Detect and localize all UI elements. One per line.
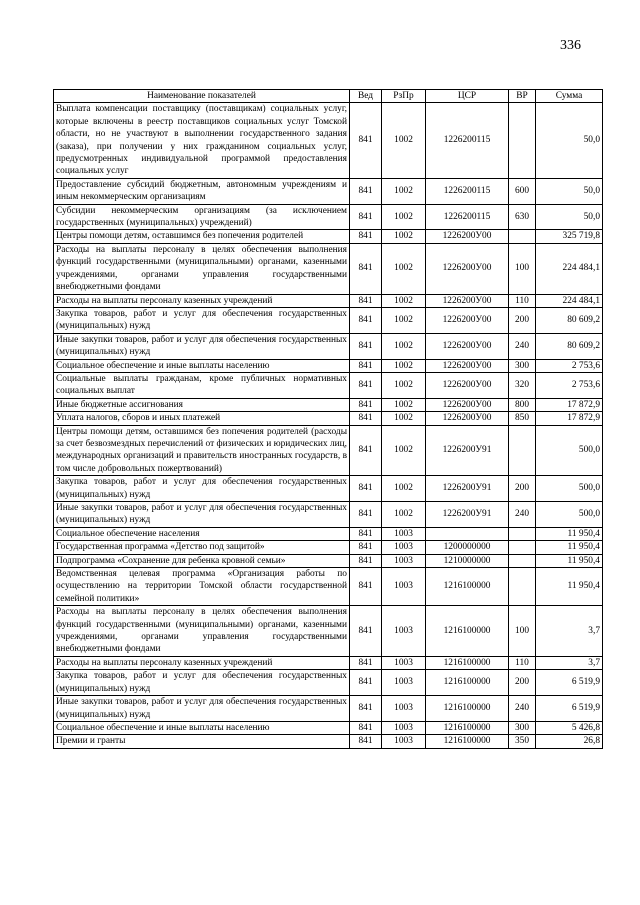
cell-name: Государственная программа «Детство под защитой» (54, 541, 350, 554)
table-row (54, 204, 603, 230)
cell-ved: 841 (350, 372, 382, 398)
cell-rzpr: 1002 (382, 476, 426, 502)
table-row (54, 333, 603, 359)
cell-sum: 6 519,9 (536, 696, 603, 722)
cell-rzpr: 1003 (382, 721, 426, 734)
cell-ved: 841 (350, 294, 382, 307)
cell-vr: 320 (509, 372, 536, 398)
cell-vr: 240 (509, 502, 536, 528)
cell-name: Подпрограмма «Сохранение для ребенка кровной семьи» (54, 554, 350, 567)
cell-ved: 841 (350, 103, 382, 178)
header-name: Наименование показателей (54, 90, 350, 103)
table-row (54, 307, 603, 333)
cell-vr: 300 (509, 721, 536, 734)
table-body (54, 103, 603, 748)
cell-ved: 841 (350, 554, 382, 567)
cell-rzpr: 1003 (382, 606, 426, 657)
cell-ved: 841 (350, 721, 382, 734)
cell-name: Социальное обеспечение и иные выплаты населению (54, 721, 350, 734)
table-row (54, 670, 603, 696)
cell-rzpr: 1002 (382, 294, 426, 307)
cell-vr: 100 (509, 243, 536, 294)
cell-rzpr: 1002 (382, 359, 426, 372)
cell-csr: 1210000000 (426, 554, 509, 567)
cell-sum: 3,7 (536, 606, 603, 657)
cell-name: Закупка товаров, работ и услуг для обеспечения государственных (муниципальных) нужд (54, 307, 350, 333)
cell-sum: 80 609,2 (536, 333, 603, 359)
cell-sum: 500,0 (536, 502, 603, 528)
header-csr: ЦСР (426, 90, 509, 103)
cell-csr: 1226200115 (426, 103, 509, 178)
cell-sum: 17 872,9 (536, 398, 603, 411)
cell-csr: 1226200У00 (426, 412, 509, 425)
cell-sum: 6 519,9 (536, 670, 603, 696)
cell-rzpr: 1003 (382, 527, 426, 540)
cell-csr: 1226200У91 (426, 476, 509, 502)
cell-name: Расходы на выплаты персоналу казенных учреждений (54, 294, 350, 307)
cell-ved: 841 (350, 359, 382, 372)
cell-rzpr: 1002 (382, 372, 426, 398)
cell-csr: 1226200У91 (426, 502, 509, 528)
cell-sum: 50,0 (536, 204, 603, 230)
cell-sum: 500,0 (536, 425, 603, 476)
cell-csr: 1216100000 (426, 721, 509, 734)
table-row (54, 398, 603, 411)
cell-vr: 300 (509, 359, 536, 372)
cell-sum: 26,8 (536, 735, 603, 748)
cell-vr (509, 103, 536, 178)
cell-vr (509, 568, 536, 606)
cell-csr: 1226200У00 (426, 294, 509, 307)
cell-csr: 1226200115 (426, 178, 509, 204)
cell-sum: 224 484,1 (536, 294, 603, 307)
cell-vr: 200 (509, 670, 536, 696)
cell-csr: 1216100000 (426, 568, 509, 606)
table-row (54, 103, 603, 178)
cell-rzpr: 1003 (382, 735, 426, 748)
cell-ved: 841 (350, 735, 382, 748)
cell-rzpr: 1002 (382, 178, 426, 204)
cell-vr: 200 (509, 476, 536, 502)
cell-name: Иные бюджетные ассигнования (54, 398, 350, 411)
cell-name: Иные закупки товаров, работ и услуг для обеспечения государственных (муниципальных) нужд (54, 333, 350, 359)
cell-ved: 841 (350, 656, 382, 669)
cell-name: Социальное обеспечение населения (54, 527, 350, 540)
cell-sum: 50,0 (536, 103, 603, 178)
header-ved: Вед (350, 90, 382, 103)
cell-csr: 1216100000 (426, 735, 509, 748)
table-row (54, 502, 603, 528)
cell-csr: 1226200У00 (426, 243, 509, 294)
cell-sum: 5 426,8 (536, 721, 603, 734)
cell-vr: 240 (509, 333, 536, 359)
cell-rzpr: 1002 (382, 333, 426, 359)
cell-rzpr: 1003 (382, 656, 426, 669)
cell-ved: 841 (350, 307, 382, 333)
cell-csr: 1226200115 (426, 204, 509, 230)
cell-vr: 850 (509, 412, 536, 425)
cell-ved: 841 (350, 476, 382, 502)
cell-vr (509, 425, 536, 476)
cell-name: Ведомственная целевая программа «Организация работы по осуществлению на территории Томской области государственной семейной политики» (54, 568, 350, 606)
cell-ved: 841 (350, 412, 382, 425)
cell-name: Закупка товаров, работ и услуг для обеспечения государственных (муниципальных) нужд (54, 476, 350, 502)
cell-sum: 2 753,6 (536, 372, 603, 398)
cell-name: Социальные выплаты гражданам, кроме публичных нормативных социальных выплат (54, 372, 350, 398)
cell-ved: 841 (350, 670, 382, 696)
cell-name: Уплата налогов, сборов и иных платежей (54, 412, 350, 425)
cell-sum: 3,7 (536, 656, 603, 669)
cell-name: Предоставление субсидий бюджетным, автономным учреждениям и иным некоммерческим организациям (54, 178, 350, 204)
cell-sum: 11 950,4 (536, 541, 603, 554)
cell-vr: 350 (509, 735, 536, 748)
cell-name: Закупка товаров, работ и услуг для обеспечения государственных (муниципальных) нужд (54, 670, 350, 696)
cell-name: Центры помощи детям, оставшимся без попечения родителей (54, 230, 350, 243)
cell-csr: 1216100000 (426, 696, 509, 722)
table-row (54, 230, 603, 243)
cell-sum: 17 872,9 (536, 412, 603, 425)
cell-sum: 325 719,8 (536, 230, 603, 243)
cell-name: Расходы на выплаты персоналу казенных учреждений (54, 656, 350, 669)
cell-vr (509, 541, 536, 554)
cell-vr: 200 (509, 307, 536, 333)
table-row (54, 735, 603, 748)
cell-name: Расходы на выплаты персоналу в целях обеспечения выполнения функций государственными (муниципальными) органами, казенными учреждениями, органами управления государственными внебюджетными фондами (54, 606, 350, 657)
table-row (54, 243, 603, 294)
cell-rzpr: 1003 (382, 670, 426, 696)
cell-csr: 1226200У00 (426, 372, 509, 398)
cell-sum: 500,0 (536, 476, 603, 502)
cell-rzpr: 1002 (382, 412, 426, 425)
cell-csr: 1226200У00 (426, 359, 509, 372)
cell-csr: 1226200У00 (426, 398, 509, 411)
cell-rzpr: 1003 (382, 568, 426, 606)
cell-rzpr: 1002 (382, 502, 426, 528)
cell-rzpr: 1002 (382, 230, 426, 243)
cell-name: Иные закупки товаров, работ и услуг для обеспечения государственных (муниципальных) нужд (54, 696, 350, 722)
cell-csr: 1216100000 (426, 670, 509, 696)
cell-name: Иные закупки товаров, работ и услуг для обеспечения государственных (муниципальных) нужд (54, 502, 350, 528)
table-row (54, 412, 603, 425)
table-row (54, 696, 603, 722)
table-row (54, 294, 603, 307)
cell-vr: 630 (509, 204, 536, 230)
cell-ved: 841 (350, 398, 382, 411)
cell-ved: 841 (350, 606, 382, 657)
cell-csr: 1226200У00 (426, 307, 509, 333)
cell-vr: 800 (509, 398, 536, 411)
table-row (54, 425, 603, 476)
cell-csr: 1200000000 (426, 541, 509, 554)
cell-name: Расходы на выплаты персоналу в целях обеспечения выполнения функций государственными (муниципальными) органами, казенными учреждениями, органами управления государственными внебюджетными фондами (54, 243, 350, 294)
table-row (54, 178, 603, 204)
cell-ved: 841 (350, 333, 382, 359)
cell-ved: 841 (350, 502, 382, 528)
table-row (54, 372, 603, 398)
cell-ved: 841 (350, 178, 382, 204)
cell-ved: 841 (350, 527, 382, 540)
table-row (54, 476, 603, 502)
cell-sum: 11 950,4 (536, 554, 603, 567)
cell-vr: 600 (509, 178, 536, 204)
cell-sum: 224 484,1 (536, 243, 603, 294)
cell-rzpr: 1002 (382, 204, 426, 230)
cell-name: Субсидии некоммерческим организациям (за исключением государственных (муниципальных) учреждений) (54, 204, 350, 230)
cell-rzpr: 1002 (382, 243, 426, 294)
table-row (54, 359, 603, 372)
cell-sum: 50,0 (536, 178, 603, 204)
cell-csr: 1216100000 (426, 656, 509, 669)
cell-name: Выплата компенсации поставщику (поставщикам) социальных услуг, которые включены в реестр поставщиков социальных услуг Томской области, но не участвуют в выполнении государственного задания (заказа), при получении у них гражданином социальных услуг, предусмотренных индивидуальной программой предоставления социальных услуг (54, 103, 350, 178)
table-row (54, 568, 603, 606)
page-number: 336 (560, 38, 581, 53)
cell-vr: 110 (509, 656, 536, 669)
table-row (54, 554, 603, 567)
cell-rzpr: 1003 (382, 541, 426, 554)
cell-vr (509, 554, 536, 567)
budget-table (53, 89, 603, 749)
cell-name: Центры помощи детям, оставшимся без попечения родителей (расходы за счет безвозмездных перечислений от физических и юридических лиц, международных организаций и правительств иностранных государств, в том числе добровольных пожертвований) (54, 425, 350, 476)
cell-ved: 841 (350, 204, 382, 230)
cell-rzpr: 1002 (382, 425, 426, 476)
cell-rzpr: 1003 (382, 554, 426, 567)
cell-csr: 1226200У91 (426, 425, 509, 476)
cell-sum: 2 753,6 (536, 359, 603, 372)
cell-vr: 240 (509, 696, 536, 722)
cell-rzpr: 1003 (382, 696, 426, 722)
cell-ved: 841 (350, 425, 382, 476)
table-header-row (54, 90, 603, 103)
cell-sum: 11 950,4 (536, 527, 603, 540)
header-rzpr: РзПр (382, 90, 426, 103)
cell-vr (509, 527, 536, 540)
cell-csr (426, 527, 509, 540)
table-row (54, 606, 603, 657)
cell-rzpr: 1002 (382, 103, 426, 178)
cell-vr (509, 230, 536, 243)
table-row (54, 721, 603, 734)
cell-ved: 841 (350, 243, 382, 294)
table-row (54, 656, 603, 669)
header-sum: Сумма (536, 90, 603, 103)
cell-name: Социальное обеспечение и иные выплаты населению (54, 359, 350, 372)
header-vr: ВР (509, 90, 536, 103)
cell-csr: 1226200У00 (426, 333, 509, 359)
cell-ved: 841 (350, 696, 382, 722)
table-row (54, 541, 603, 554)
cell-csr: 1226200У00 (426, 230, 509, 243)
cell-ved: 841 (350, 230, 382, 243)
cell-vr: 100 (509, 606, 536, 657)
cell-vr: 110 (509, 294, 536, 307)
cell-sum: 80 609,2 (536, 307, 603, 333)
cell-rzpr: 1002 (382, 307, 426, 333)
table-row (54, 527, 603, 540)
cell-name: Премии и гранты (54, 735, 350, 748)
cell-ved: 841 (350, 568, 382, 606)
cell-csr: 1216100000 (426, 606, 509, 657)
cell-sum: 11 950,4 (536, 568, 603, 606)
cell-ved: 841 (350, 541, 382, 554)
cell-rzpr: 1002 (382, 398, 426, 411)
